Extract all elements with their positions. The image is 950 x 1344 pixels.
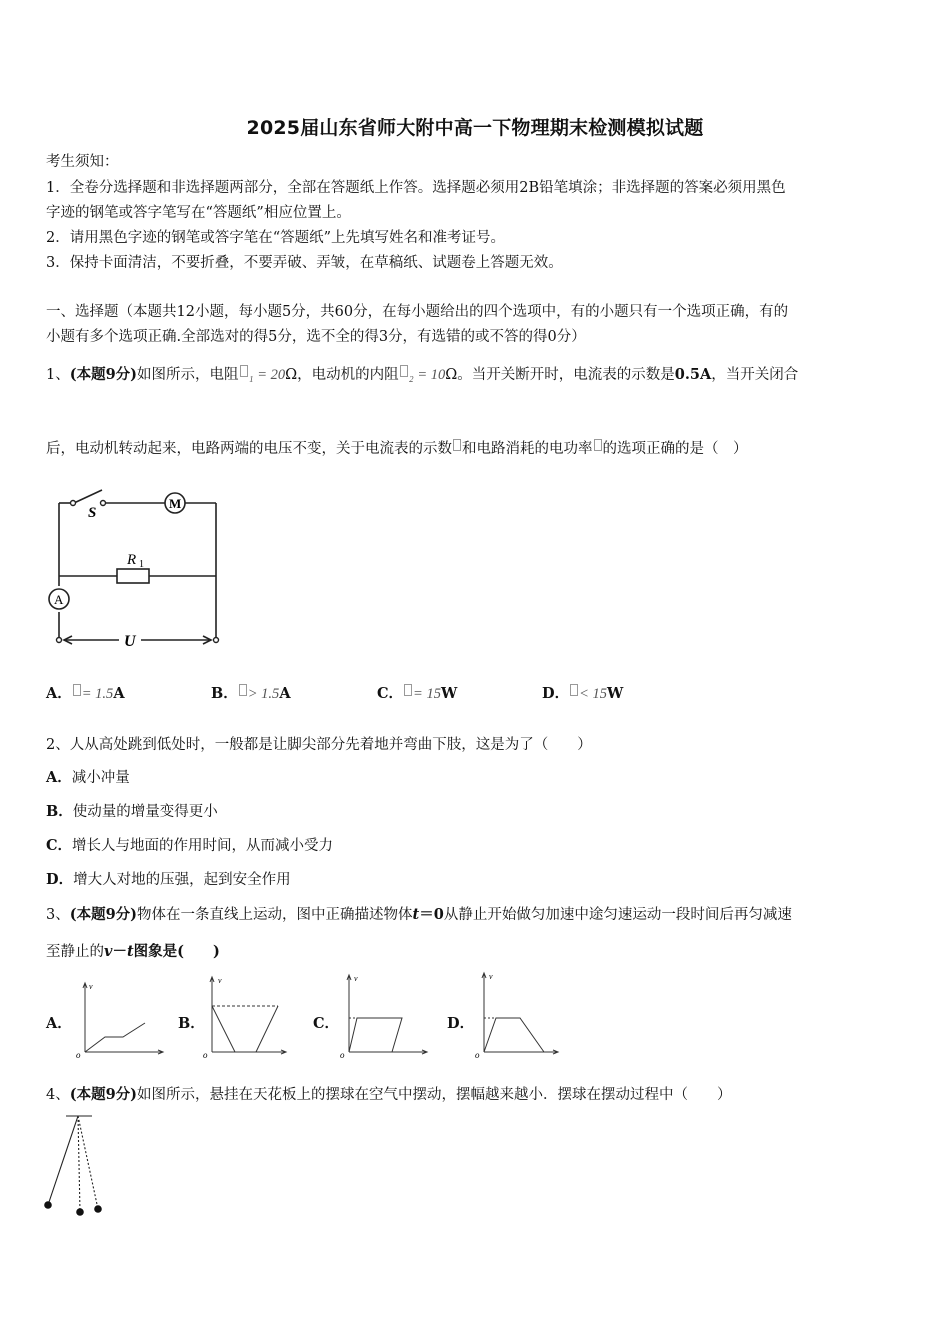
option-d[interactable]: D．增大人对地的压强，起到安全作用	[46, 871, 291, 888]
question-1-stem-2: 后，电动机转动起来，电路两端的电压不变，关于电流表的示数 和电路消耗的电功率 的选项正确的是（ ）	[46, 441, 748, 457]
axis-origin-label: o	[475, 1050, 480, 1060]
formula-placeholder-icon	[239, 684, 247, 696]
axis-origin-label: o	[203, 1050, 208, 1060]
axis-v-label: v	[218, 976, 222, 985]
formula-placeholder-icon	[240, 365, 248, 377]
option-a[interactable]: A． = 1.5A	[46, 685, 125, 702]
notice-item: 2．请用黑色字迹的钢笔或答字笔在“答题纸”上先填写姓名和准考证号。	[46, 230, 506, 246]
vt-graph-c	[337, 972, 432, 1060]
option-c[interactable]: C．	[313, 1015, 340, 1032]
resistor-label: R	[127, 552, 137, 568]
notice-item: 1．全卷分选择题和非选择题两部分，全部在答题纸上作答。选择题必须用2B铅笔填涂；非选择题的答案必须用黑色	[46, 180, 786, 196]
notice-item: 3．保持卡面清洁，不要折叠，不要弄破、弄皱，在草稿纸、试题卷上答题无效。	[46, 255, 563, 271]
axis-v-label: v	[89, 982, 93, 991]
axis-origin-label: o	[76, 1050, 81, 1060]
pendulum-diagram	[40, 1110, 120, 1220]
option-c[interactable]: C． = 15W	[377, 685, 458, 702]
formula-placeholder-icon	[73, 684, 81, 696]
formula-placeholder-icon	[404, 684, 412, 696]
question-1-stem: 1、(本题9分)如图所示，电阻 ₁ = 20Ω，电动机的内阻 ₂ = 10Ω。当开关断开时，电流表的示数是0.5A，当开关闭合	[46, 366, 799, 383]
option-c[interactable]: C．增长人与地面的作用时间，从而减小受力	[46, 837, 334, 854]
option-a[interactable]: A．减小冲量	[46, 769, 130, 786]
option-b[interactable]: B．使动量的增量变得更小	[46, 803, 218, 820]
option-d[interactable]: D．	[447, 1015, 475, 1032]
section-heading-line: 一、选择题（本题共12小题，每小题5分，共60分，在每小题给出的四个选项中，有的小题只有一个选项正确，有的	[46, 304, 789, 320]
page-title: 2025届山东省师大附中高一下物理期末检测模拟试题	[246, 117, 704, 139]
notice-item: 字迹的钢笔或答字笔写在“答题纸”相应位置上。	[46, 205, 351, 221]
question-4-stem: 4、(本题9分)如图所示，悬挂在天花板上的摆球在空气中摆动，摆幅越来越小．摆球在摆动过程中（ ）	[46, 1086, 732, 1103]
motor-label: M	[169, 496, 182, 511]
axis-v-label: v	[354, 974, 358, 983]
axis-origin-label: o	[340, 1050, 345, 1060]
question-3-stem-2: 至静止的v－t图象是( )	[46, 943, 220, 960]
axis-v-label: v	[489, 972, 493, 981]
formula-placeholder-icon	[594, 439, 602, 451]
option-a[interactable]: A．	[46, 1015, 72, 1032]
ammeter-label: A	[54, 592, 64, 607]
voltage-label: U	[124, 633, 136, 650]
section-heading-line: 小题有多个选项正确.全部选对的得5分，选不全的得3分，有选错的或不答的得0分）	[46, 329, 586, 345]
option-b[interactable]: B．	[178, 1015, 205, 1032]
question-2-stem: 2、人从高处跳到低处时，一般都是让脚尖部分先着地并弯曲下肢，这是为了（ ）	[46, 737, 592, 753]
question-3-stem: 3、(本题9分)物体在一条直线上运动，图中正确描述物体t＝0从静止开始做匀加速中途匀速运动一段时间后再匀减速	[46, 906, 792, 923]
switch-label: S	[88, 505, 97, 521]
resistor-subscript: 1	[139, 559, 144, 570]
formula-placeholder-icon	[400, 365, 408, 377]
vt-graph-b	[202, 974, 292, 1060]
notice-heading: 考生须知：	[46, 154, 119, 170]
option-b[interactable]: B． > 1.5A	[211, 685, 291, 702]
option-d[interactable]: D． < 15W	[542, 685, 624, 702]
vt-graph-d	[472, 970, 562, 1060]
vt-graph-a	[75, 980, 170, 1060]
formula-placeholder-icon	[570, 684, 578, 696]
formula-placeholder-icon	[453, 439, 461, 451]
circuit-diagram	[44, 488, 229, 653]
